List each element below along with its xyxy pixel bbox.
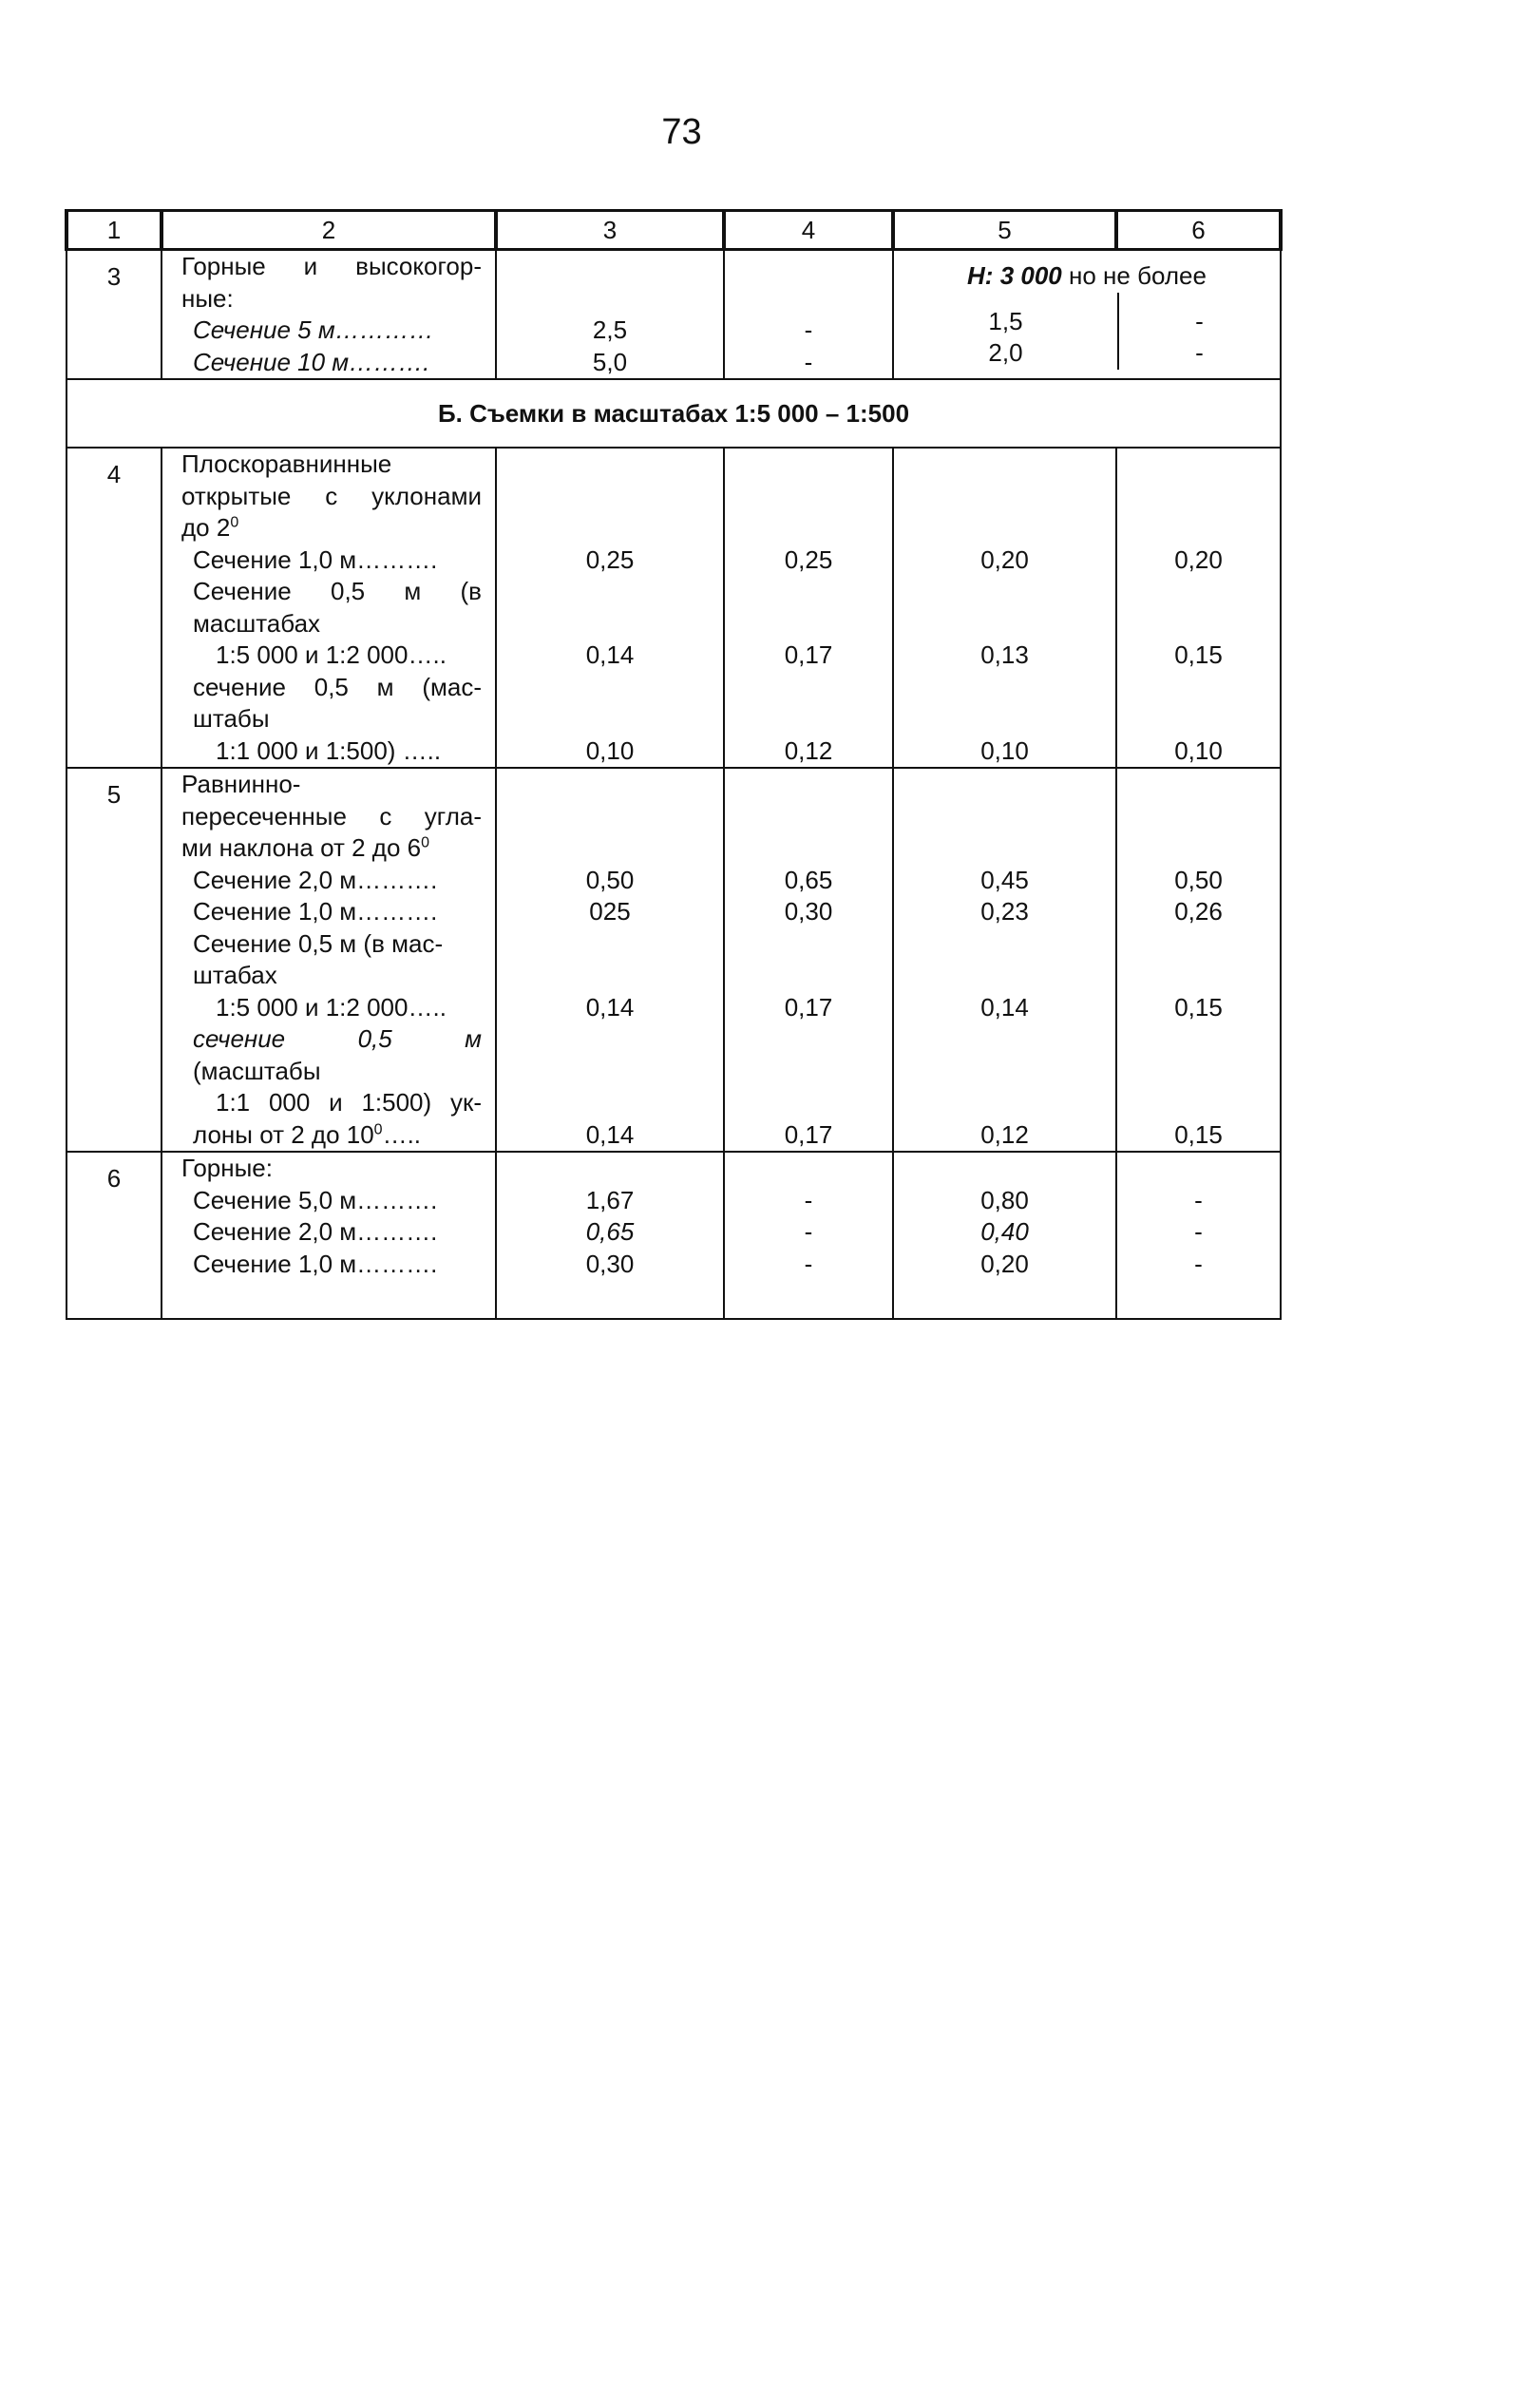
cell-value [894,608,1115,640]
cell-value [1117,801,1280,833]
cell-value: 0,65 [585,1217,635,1246]
cell-value [894,576,1115,608]
desc-line: ные: [181,283,234,313]
desc-text: ….. [382,1119,422,1149]
cell-value: 0,30 [784,897,833,926]
cell-value [1117,1023,1280,1056]
table-row-group-5 [67,768,1281,1152]
cell-value [894,481,1115,513]
desc-line: (масштабы [193,1056,321,1085]
cell-value [894,960,1115,992]
cell-value [497,1056,723,1088]
cell-value [725,251,892,283]
desc-line: Сечение 0,5 м (в мас- [193,928,444,958]
cell-value: 0,30 [585,1249,635,1278]
column-header: 6 [1116,211,1281,250]
cell-value [497,960,723,992]
height-note [894,251,1280,293]
col3-values [496,448,724,768]
cell-value [725,283,892,315]
col6-values [1119,293,1280,370]
desc-line: Сечение 5 м………… [193,315,434,344]
cell-value: 0,17 [784,640,833,669]
cell-value [894,928,1115,961]
cell-value: 0,17 [784,992,833,1022]
cell-value [894,1153,1115,1185]
cell-value: - [1194,1217,1203,1246]
header-row [67,211,1281,250]
cell-value [1117,512,1280,544]
height-note-value: H: 3 000 [967,261,1062,290]
col6-values [1116,448,1281,768]
cell-value [497,928,723,961]
desc-line: штабах [193,961,277,989]
height-note-text: но не более [1061,261,1207,290]
cell-value [1117,928,1280,961]
cell-value [1117,449,1280,481]
cell-value [894,769,1115,801]
desc-text: лоны от 2 до 10 [193,1119,374,1149]
col4-values [724,250,893,380]
desc-line: открытые с уклонами [181,481,482,510]
cell-value: 0,17 [784,1119,833,1149]
row-description [162,448,496,768]
cell-value [1117,1087,1280,1119]
cell-value: 0,26 [1174,897,1223,926]
page-number: 73 [661,112,702,152]
cell-value [497,576,723,608]
desc-line: 1:1 000 и 1:500) ук- [216,1088,482,1117]
cell-value: 0,14 [585,992,635,1022]
cell-value [725,960,892,992]
cell-value: 0,80 [980,1185,1029,1214]
cell-value [1117,481,1280,513]
cell-value: 5,0 [592,347,628,376]
cell-value [1117,703,1280,735]
desc-text: ми наклона от 2 до 6 [181,833,422,862]
cell-value: 0,14 [585,640,635,669]
col5-values [894,293,1119,370]
cell-value [894,801,1115,833]
cell-value [497,832,723,865]
desc-line: Сечение 1,0 м………. [193,544,438,574]
desc-line: Плоскоравнинные [181,449,392,478]
cell-value: - [804,1217,813,1246]
cell-value [1117,608,1280,640]
cell-value: 0,13 [980,640,1029,669]
desc-line: Горные: [181,1154,273,1182]
cell-value: 2,0 [988,338,1023,367]
cell-value [497,512,723,544]
section-title: Б. Съемки в масштабах 1:5 000 – 1:500 [67,379,1281,448]
cell-value [725,928,892,961]
cell-value [497,1153,723,1185]
column-header: 3 [496,211,724,250]
cell-value [725,512,892,544]
cell-value: 0,14 [585,1119,635,1149]
degree-superscript: 0 [230,514,239,531]
desc-line: Сечение 0,5 м (в [193,577,482,605]
col5-values [893,1152,1116,1319]
col4-values [724,448,893,768]
desc-line: пересеченные с угла- [181,801,482,831]
column-header: 4 [724,211,893,250]
column-header: 1 [67,211,162,250]
cell-value [725,576,892,608]
cell-value [725,1087,892,1119]
cell-value: - [804,347,813,376]
cell-value [497,801,723,833]
cell-value [725,1153,892,1185]
cell-value [1117,672,1280,704]
cell-value [725,672,892,704]
desc-line: Равнинно- [181,770,301,798]
desc-line: 1:5 000 и 1:2 000….. [216,640,447,669]
col3-values [496,768,724,1152]
desc-line: Сечение 2,0 м………. [193,865,438,894]
cell-value: 0,40 [980,1217,1029,1246]
col6-values [1116,768,1281,1152]
desc-line [181,512,482,544]
row-number: 4 [67,448,162,768]
desc-line: Сечение 1,0 м………. [193,1249,438,1278]
cell-value: 0,23 [980,897,1029,926]
norms-table [65,209,1283,1320]
cell-value [725,481,892,513]
col3-values [496,1152,724,1319]
cell-value: 2,5 [592,315,628,344]
cell-value [497,769,723,801]
cell-value: 0,65 [784,865,833,894]
degree-superscript: 0 [373,1120,383,1137]
cell-value [894,1087,1115,1119]
table-row-group-4 [67,448,1281,768]
cell-value: 0,20 [1174,544,1223,574]
row-description [162,768,496,1152]
table-row-group-6 [67,1152,1281,1319]
row-number: 6 [67,1152,162,1319]
cell-value [1117,960,1280,992]
cell-value: 0,10 [1174,735,1223,765]
cell-value: 0,45 [980,865,1029,894]
cell-value: 0,12 [980,1119,1029,1149]
cell-value: 0,14 [980,992,1029,1022]
cell-value: - [1194,1249,1203,1278]
column-header: 2 [162,211,496,250]
cell-value: - [1194,1185,1203,1214]
table-row-group-3 [67,250,1281,380]
cell-value: - [804,1185,813,1214]
cell-value: - [804,315,813,344]
cell-value: 0,20 [980,544,1029,574]
cell-value: 0,20 [980,1249,1029,1278]
cell-value: 0,25 [784,544,833,574]
cell-value: 0,50 [585,865,635,894]
col5-values [893,768,1116,1152]
col4-values [724,1152,893,1319]
cell-value: 1,67 [585,1185,635,1214]
desc-text: до 2 [181,513,231,542]
col6-values [1116,1152,1281,1319]
col4-values [724,768,893,1152]
column-header: 5 [893,211,1116,250]
desc-line: Сечение 2,0 м………. [193,1217,438,1246]
cell-value [497,283,723,315]
row-number: 5 [67,768,162,1152]
section-row [67,379,1281,448]
cell-value: 0,12 [784,735,833,765]
cell-value [497,608,723,640]
desc-line: 1:5 000 и 1:2 000….. [216,992,447,1022]
cell-value [894,672,1115,704]
desc-line: Горные и высокогор- [181,252,482,280]
cell-value: 0,15 [1174,1119,1223,1149]
cell-value: - [1195,306,1204,335]
cell-value [497,672,723,704]
cell-value [725,832,892,865]
cell-value [1117,1153,1280,1185]
cell-value [497,481,723,513]
desc-line: Сечение 5,0 м………. [193,1185,438,1214]
cell-value [725,703,892,735]
cell-value: - [1195,338,1204,367]
cell-value [497,1087,723,1119]
row-number: 3 [67,250,162,380]
desc-line: сечение 0,5 м [193,1024,482,1053]
cell-value [894,512,1115,544]
row-description [162,1152,496,1319]
cell-value [725,608,892,640]
merged-values [894,293,1280,370]
cell-value: 0,25 [585,544,635,574]
col3-values [496,250,724,380]
cell-value [894,832,1115,865]
cell-value: - [804,1249,813,1278]
cell-value [725,1023,892,1056]
cell-value [894,449,1115,481]
cell-value [1117,769,1280,801]
desc-line [181,832,482,865]
cell-value: 0,10 [585,735,635,765]
cell-value: 0,15 [1174,640,1223,669]
merged-col5-col6 [893,250,1281,380]
desc-line: 1:1 000 и 1:500) ….. [216,735,442,765]
row-description [162,250,496,380]
col5-values [893,448,1116,768]
degree-superscript: 0 [421,834,429,851]
cell-value [725,1056,892,1088]
cell-value [725,449,892,481]
cell-value: 0,10 [980,735,1029,765]
cell-value [725,801,892,833]
cell-value [725,769,892,801]
cell-value [894,1056,1115,1088]
cell-value [1117,576,1280,608]
cell-value: 1,5 [988,306,1023,335]
desc-line: масштабах [193,608,321,638]
cell-value [497,251,723,283]
cell-value [1117,832,1280,865]
cell-value [497,449,723,481]
cell-value: 025 [589,897,631,926]
desc-line: Сечение 1,0 м………. [193,897,438,926]
desc-line [181,1119,482,1152]
cell-value: 0,50 [1174,865,1223,894]
cell-value [894,1023,1115,1056]
cell-value [1117,1056,1280,1088]
cell-value [894,703,1115,735]
cell-value [497,703,723,735]
desc-line: сечение 0,5 м (мас- [193,672,482,701]
cell-value [497,1023,723,1056]
cell-value: 0,15 [1174,992,1223,1022]
desc-line: штабы [193,704,270,733]
desc-line: Сечение 10 м………. [193,347,430,376]
